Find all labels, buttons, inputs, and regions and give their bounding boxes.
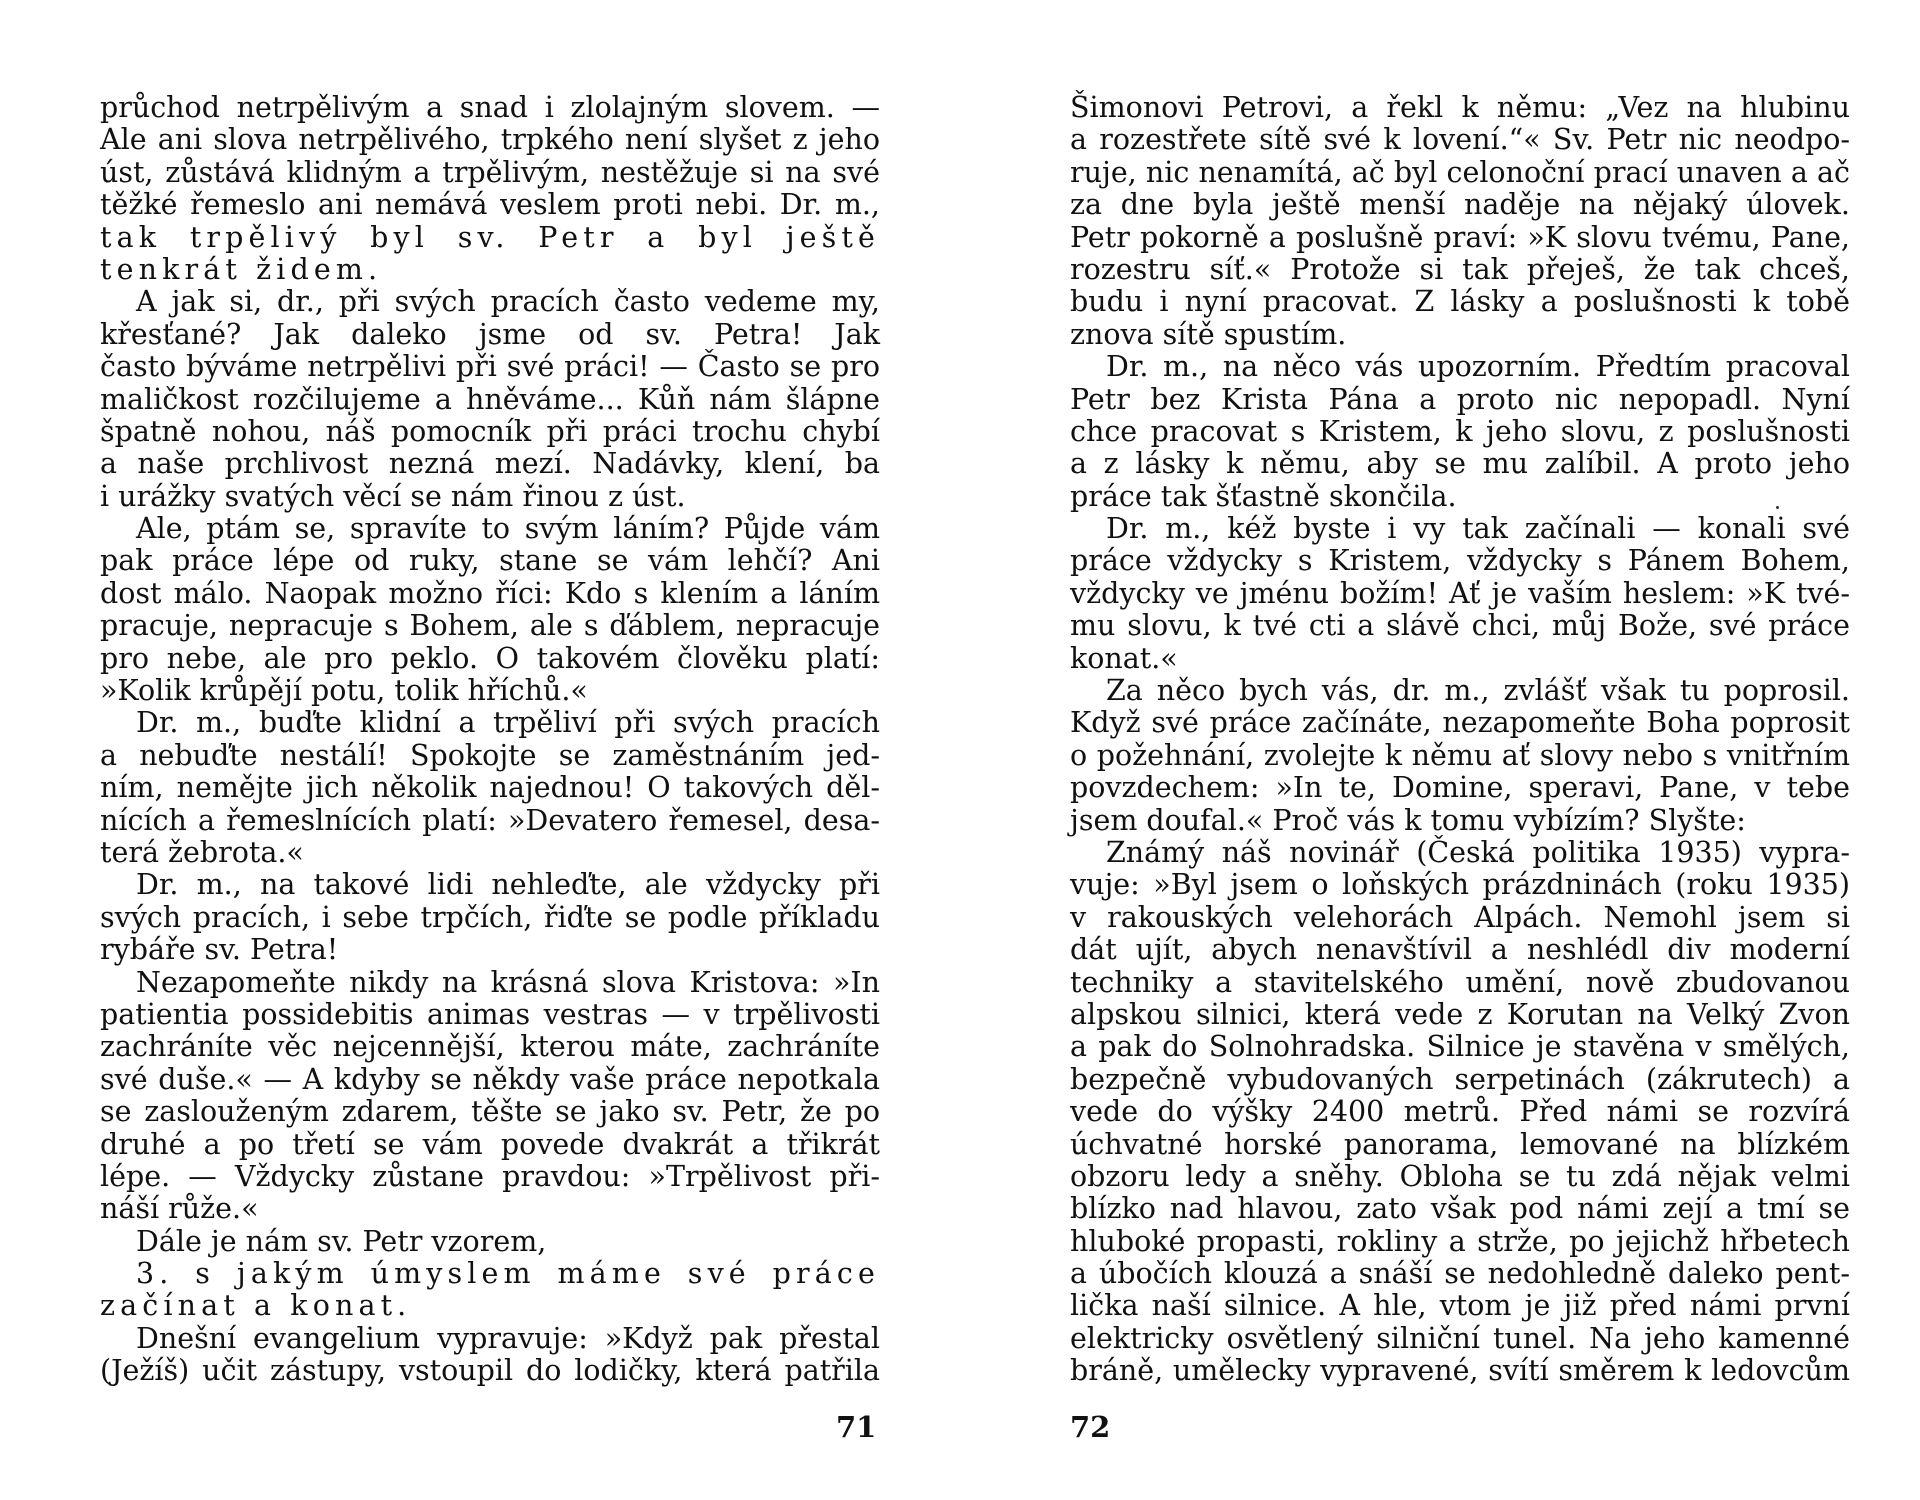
text-line: pracuje, nepracuje s Bohem, ale s ďáblem, nepracuje [100, 609, 880, 643]
text-line: konat.« [1070, 641, 1178, 675]
text-line: často býváme netrpělivi při své práci! — Často se pro [100, 350, 880, 384]
paragraph-start: Ale, ptám se, spravíte to svým láním? Půjde vám [136, 512, 880, 546]
text-line: úchvatné horské panorama, lemované na blízkém [1070, 1127, 1850, 1161]
text-line: (Ježíš) učit zástupy, vstoupil do lodičky, která patřila [100, 1354, 880, 1388]
section-heading: začínat a konat. [100, 1289, 412, 1323]
text-line: terá žebrota.« [100, 835, 304, 869]
text-line: chce pracovat s Kristem, k jeho slovu, z poslušnosti [1070, 414, 1850, 448]
paragraph-start: Dr. m., na něco vás upozorním. Předtím pracoval [1106, 350, 1850, 384]
paragraph-start: A jak si, dr., při svých pracích často vedeme my, [136, 285, 880, 319]
text-line: znova sítě spustím. [1070, 317, 1347, 351]
text-line: lička naší silnice. A hle, vtom je již před námi první [1070, 1289, 1850, 1323]
text-line: těžké řemeslo ani nemává veslem proti nebi. Dr. m., [100, 188, 880, 222]
text-line: špatně nohou, náš pomocník při práci trochu chybí [100, 414, 880, 448]
text-line: se zaslouženým zdarem, těšte se jako sv. Petr, že po [100, 1095, 880, 1129]
text-line: Petr pokorně a poslušně praví: »K slovu tvému, Pane, [1070, 220, 1850, 254]
text-line: Ale ani slova netrpělivého, trpkého není slyšet z jeho [100, 123, 880, 157]
text-line: a naše prchlivost nezná mezí. Nadávky, klení, ba [100, 447, 880, 481]
text-line: Šimonovi Petrovi, a řekl k němu: „Vez na hlubinu [1070, 91, 1850, 124]
text-line: Když své práce začínáte, nezapomeňte Boha poprosit [1070, 706, 1850, 740]
text-line: a úbočích klouzá a snáší se nedohledně daleko pent- [1070, 1257, 1850, 1291]
text-line: v rakouských velehorách Alpách. Nemohl jsem si [1070, 900, 1850, 934]
text-line: druhé a po třetí se vám povede dvakrát a třikrát [100, 1127, 880, 1161]
text-line: mu slovu, k tvé cti a slávě chci, můj Bože, své práce [1070, 609, 1850, 643]
text-line: vede do výšky 2400 metrů. Před námi se rozvírá [1070, 1095, 1850, 1129]
text-line: práce tak šťastně skončila. [1070, 479, 1457, 513]
text-line: lépe. — Vždycky zůstane pravdou: »Trpělivost při- [100, 1159, 880, 1193]
text-line: Petr bez Krista Pána a proto nic nepopadl. Nyní [1070, 382, 1850, 416]
text-line: vždycky ve jménu božím! Ať je vaším heslem: »K tvé- [1070, 576, 1850, 610]
text-line: ním, nemějte jich několik najednou! O takových děl- [100, 771, 880, 805]
text-line: dát ujít, abych nenavštívil a neshlédl div moderní [1070, 933, 1850, 967]
text-line: zachráníte věc nejcennější, kterou máte, zachráníte [100, 1030, 880, 1064]
text-line: úst, zůstává klidným a trpělivým, nestěžuje si na své [100, 155, 880, 189]
text-line: průchod netrpělivým a snad i zlolajným slovem. — [100, 91, 880, 124]
paragraph-start: Dr. m., na takové lidi nehleďte, ale vždycky při [136, 868, 880, 902]
text-line: a z lásky k němu, aby se mu zalíbil. A proto jeho [1070, 447, 1850, 481]
text-line: náší růže.« [100, 1192, 259, 1226]
section-heading: 3. s jakým úmyslem máme své práce [136, 1257, 880, 1291]
paragraph-start: Za něco bych vás, dr. m., zvlášť však tu poprosil. [1106, 674, 1850, 708]
text-line: maličkost rozčilujeme a hněváme... Kůň nám šlápne [100, 382, 880, 416]
text-line: ruje, nic nenamítá, ač byl celonoční prací unaven a ač [1070, 155, 1850, 189]
text-line: jsem doufal.« Proč vás k tomu vybízím? Slyšte: [1070, 803, 1746, 837]
text-line: o požehnání, zvolejte k němu ať slovy nebo s vnitřním [1070, 738, 1850, 772]
text-line: rybáře sv. Petra! [100, 933, 339, 967]
text-line: a rozestřete sítě své k lovení.“« Sv. Petr nic neodpo- [1070, 123, 1850, 157]
text-line: svých pracích, i sebe trpčích, řiďte se podle příkladu [100, 900, 880, 934]
text-line: obzoru ledy a sněhy. Obloha se tu zdá nějak velmi [1070, 1159, 1850, 1193]
emphasized-line: tak trpělivý byl sv. Petr a byl ještě [100, 220, 880, 254]
text-line: pro nebe, ale pro peklo. O takovém člověku platí: [100, 641, 880, 675]
text-line: dost málo. Naopak možno říci: Kdo s klením a láním [100, 576, 880, 610]
text-line: pak práce lépe od ruky, stane se vám lehčí? Ani [100, 544, 880, 578]
text-line: budu i nyní pracovat. Z lásky a poslušnosti k tobě [1070, 285, 1850, 319]
paragraph-start: Dr. m., buďte klidní a trpěliví při svých pracích [136, 706, 880, 740]
page-number-left: 71 [836, 1410, 877, 1444]
paragraph-start: Dnešní evangelium vypravuje: »Když pak přestal [136, 1321, 880, 1355]
print-speck [1776, 506, 1779, 509]
page-number-right: 72 [1070, 1410, 1111, 1444]
emphasized-line: tenkrát židem. [100, 252, 383, 286]
paragraph-start: Dr. m., kéž byste i vy tak začínali — konali své [1106, 512, 1850, 546]
text-line: alpskou silnici, která vede z Korutan na Velký Zvon [1070, 997, 1850, 1031]
text-line: patientia possidebitis animas vestras — v trpělivosti [100, 997, 880, 1031]
text-line: rozestru síť.« Protože si tak přeješ, že tak chceš, [1070, 252, 1850, 286]
text-line: »Kolik krůpějí potu, tolik hříchů.« [100, 674, 588, 708]
text-line: bráně, umělecky vypravené, svítí směrem k ledovcům [1070, 1354, 1850, 1388]
paragraph-start: Dále je nám sv. Petr vzorem, [136, 1224, 547, 1258]
text-line: křesťané? Jak daleko jsme od sv. Petra! Jak [100, 317, 880, 351]
text-line: i urážky svatých věcí se nám řinou z úst. [100, 479, 686, 513]
text-line: blízko nad hlavou, zato však pod námi zejí a tmí se [1070, 1192, 1850, 1226]
text-line: bezpečně vybudovaných serpetinách (zákrutech) a [1070, 1062, 1850, 1096]
text-line: za dne byla ještě menší naděje na nějaký úlovek. [1070, 188, 1850, 222]
paragraph-start: Známý náš novinář (Česká politika 1935) vypra- [1106, 835, 1850, 869]
text-line: hluboké propasti, rokliny a strže, po jejichž hřbetech [1070, 1224, 1850, 1258]
text-line: práce vždycky s Kristem, vždycky s Pánem Bohem, [1070, 544, 1850, 578]
right-page [1070, 92, 1850, 1388]
left-page [100, 92, 880, 1388]
text-line: povzdechem: »In te, Domine, speravi, Pane, v tebe [1070, 771, 1850, 805]
text-line: vuje: »Byl jsem o loňských prázdninách (roku 1935) [1070, 868, 1850, 902]
text-line: své duše.« — A kdyby se někdy vaše práce nepotkala [100, 1062, 880, 1096]
paragraph-start: Nezapomeňte nikdy na krásná slova Kristova: »In [136, 965, 880, 999]
text-line: nících a řemeslnících platí: »Devatero řemesel, desa- [100, 803, 880, 837]
text-line: a pak do Solnohradska. Silnice je stavěna v smělých, [1070, 1030, 1850, 1064]
text-line: elektricky osvětlený silniční tunel. Na jeho kamenné [1070, 1321, 1850, 1355]
text-line: a nebuďte nestálí! Spokojte se zaměstnáním jed- [100, 738, 880, 772]
text-line: techniky a stavitelského umění, nově zbudovanou [1070, 965, 1850, 999]
